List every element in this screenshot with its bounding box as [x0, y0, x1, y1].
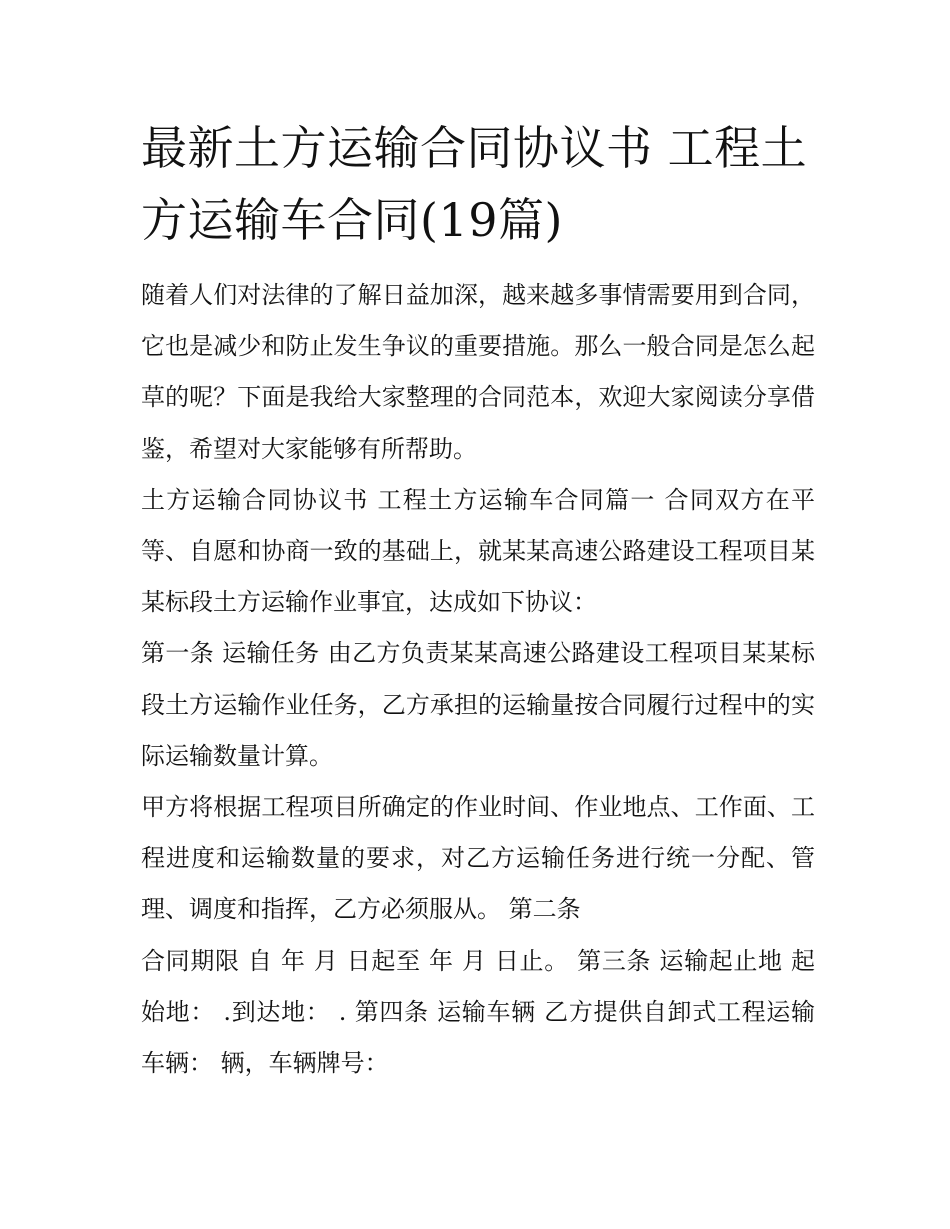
- document-body: [141, 270, 815, 1089]
- contract-preamble-paragraph: 土方运输合同协议书 工程土方运输车合同篇一 合同双方在平等、自愿和协商一致的基础上，就某某高速公路建设工程项目某某标段土方运输作业事宜，达成如下协议：: [141, 485, 815, 617]
- document-title: 最新土方运输合同协议书 工程土方运输车合同(19篇): [141, 121, 808, 247]
- contract-terms-paragraph: 合同期限 自 年 月 日起至 年 月 日止。 第三条 运输起止地 起始地： .到达地： . 第四条 运输车辆 乙方提供自卸式工程运输车辆： 辆，车辆牌号：: [141, 946, 815, 1078]
- party-a-duties-paragraph: 甲方将根据工程项目所确定的作业时间、作业地点、工作面、工程进度和运输数量的要求，对乙方运输任务进行统一分配、管理、调度和指挥，乙方必须服从。 第二条: [141, 793, 815, 924]
- article-one-paragraph: 第一条 运输任务 由乙方负责某某高速公路建设工程项目某某标段土方运输作业任务，乙方承担的运输量按合同履行过程中的实际运输数量计算。: [141, 639, 815, 770]
- intro-paragraph: 随着人们对法律的了解日益加深，越来越多事情需要用到合同，它也是减少和防止发生争议的重要措施。那么一般合同是怎么起草的呢？下面是我给大家整理的合同范本，欢迎大家阅读分享借鉴，希望对大家能够有所帮助。: [141, 281, 815, 463]
